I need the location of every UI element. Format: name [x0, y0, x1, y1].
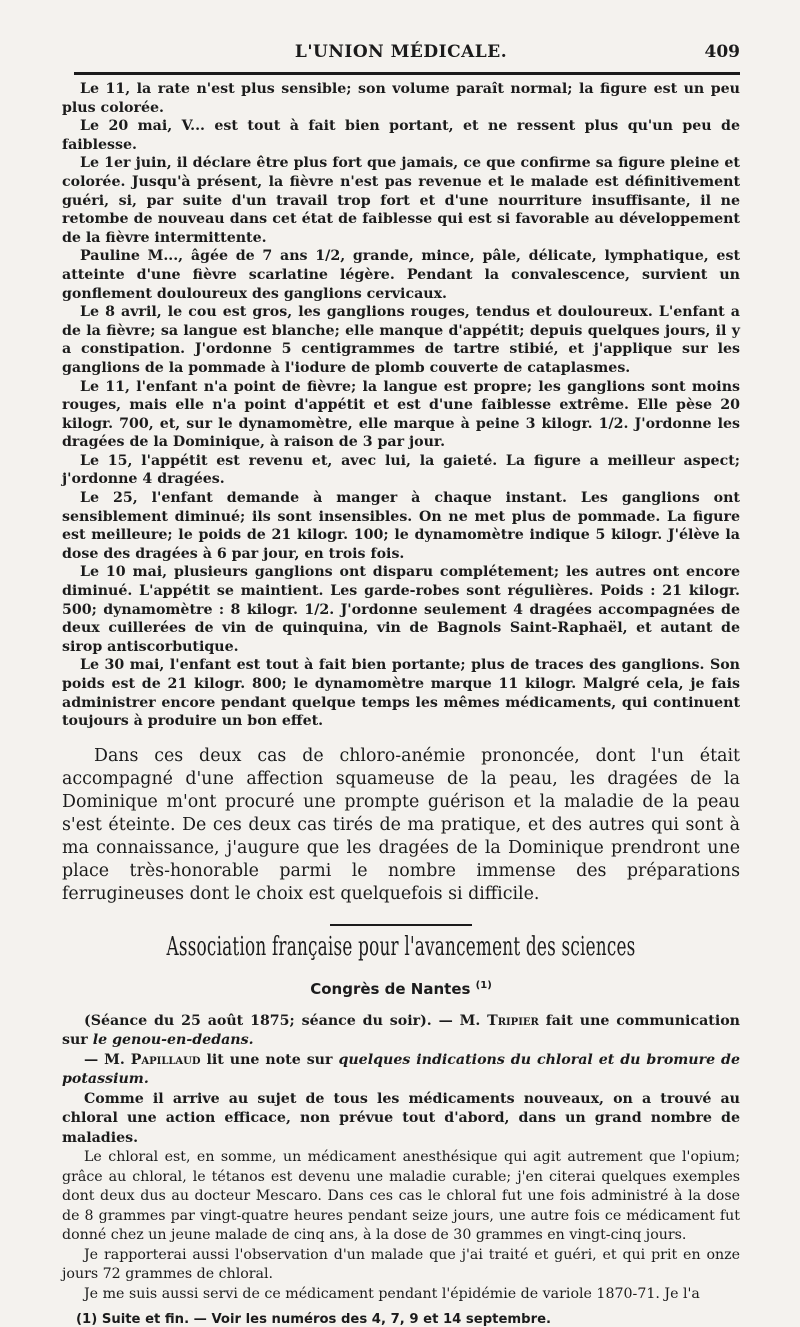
footnote-marker: (1) [475, 979, 492, 991]
speaker-name: Tripier [487, 1012, 539, 1029]
running-title: L'UNION MÉDICALE. [294, 42, 508, 62]
section-title: Association française pour l'avancement des sciences [166, 931, 636, 962]
topic-title: quelques indications du chloral et du bromure de potassium. [62, 1051, 741, 1088]
speaker-name: Papillaud [130, 1051, 201, 1068]
paragraph: Je me suis aussi servi de ce médicament pendant l'épidémie de variole 1870-71. Je l'a [84, 1285, 700, 1302]
paragraph: Le 11, l'enfant n'a point de fièvre; la langue est propre; les ganglions sont moins rouges, mais elle n'a point d'appétit et est d'une faiblesse extrême. Elle pèse 20 kilogr. 700, et, sur le dynamomètre, elle marque à peine 3 kilogr. 1/2. J'ordonne les dragées de la Dominique, à raison de 3 par jour. [62, 378, 740, 451]
paragraph: Je rapporterai aussi l'observation d'un malade que j'ai traité et guéri, et qui prit en onze jours 72 grammes de chloral. [62, 1246, 740, 1283]
topic-title: le genou-en-dedans. [92, 1032, 254, 1049]
session-text: fait une communication sur [62, 1012, 740, 1049]
section-subtitle [62, 980, 740, 998]
paragraph: Le 15, l'appétit est revenu et, avec lui, la gaieté. La figure a meilleur aspect; j'ordonne 4 dragées. [62, 452, 740, 488]
paragraph: Pauline M..., âgée de 7 ans 1/2, grande, mince, pâle, délicate, lymphatique, est atteinte d'une fièvre scarlatine légère. Pendant la convalescence, survient un gonflement douloureux des ganglions cervicaux. [62, 248, 740, 302]
paragraph [62, 1051, 740, 1090]
conclusion-paragraph: Dans ces deux cas de chloro-anémie prononcée, dont l'un était accompagné d'une affection squameuse de la peau, les dragées de la Dominique m'ont procuré une prompte guérison et la maladie de la peau s'est éteinte. De ces deux cas tirés de ma pratique, et des autres qui sont à ma connaissance, j'augure que les dragées de la Dominique prendront une place très-honorable parmi le nombre immense des préparations ferrugineuses dont le choix est quelquefois si difficile. [62, 745, 740, 904]
paragraph: Le chloral est, en somme, un médicament anesthésique qui agit autrement que l'opium; grâce au chloral, le tétanos est devenu une maladie curable; j'en citerai quelques exemples dont deux dus au docteur Mescaro. Dans ces cas le chloral fut une fois administré à la dose de 8 grammes par vingt-quatre heures pendant seize jours, une autre fois ce médicament fut donné chez un jeune malade de cinq ans, à la dose de 30 grammes en vingt-cinq jours. [62, 1149, 740, 1244]
paragraph: Le 25, l'enfant demande à manger à chaque instant. Les ganglions ont sensiblement diminué; ils sont insensibles. On ne met plus de pommade. La figure est meilleure; le poids de 21 kilogr. 100; le dynamomètre indique 5 kilogr. J'élève la dose des dragées à 6 par jour, en trois fois. [62, 490, 740, 562]
page-number: 409 [704, 42, 740, 62]
header-rule [74, 72, 740, 75]
subtitle-text: Congrès de Nantes [310, 979, 471, 998]
session-intro: (Séance du 25 août 1875; séance du soir). — M. [84, 1012, 481, 1029]
session-text: lit une note sur [206, 1051, 333, 1068]
section-divider [330, 924, 472, 926]
paragraph: Le 30 mai, l'enfant est tout à fait bien portante; plus de traces des ganglions. Son poids est de 21 kilogr. 800; le dynamomètre marque 11 kilogr. Malgré cela, je fais administrer encore pendant quelque temps les mêmes médicaments, qui continuent toujours à produire un bon effet. [62, 657, 740, 730]
session-report [62, 1012, 740, 1305]
session-intro: — M. [84, 1051, 125, 1068]
paragraph: Le 10 mai, plusieurs ganglions ont disparu complétement; les autres ont encore diminué. L'appétit se maintient. Les garde-robes sont régulières. Poids : 21 kilogr. 500; dynamomètre : 8 kilogr. 1/2. J'ordonne seulement 4 dragées accompagnées de deux cuillerées de vin de quinquina, vin de Bagnols Saint-Raphaël, et autant de sirop antiscorbutique. [62, 564, 740, 655]
paragraph: Le 8 avril, le cou est gros, les ganglions rouges, tendus et douloureux. L'enfant a de la fièvre; sa langue est blanche; elle manque d'appétit; depuis quelques jours, il y a constipation. J'ordonne 5 centigrammes de tartre stibié, et j'applique sur les ganglions de la pommade à l'iodure de plomb couverte de cataplasmes. [62, 304, 740, 376]
case-two [62, 247, 740, 730]
paragraph: Le 1er juin, il déclare être plus fort que jamais, ce que confirme sa figure pleine et colorée. Jusqu'à présent, la fièvre n'est pas revenue et le malade est définitivement guéri, si, par suite d'un travail trop fort et d'une nourriture insuffisante, il ne retombe de nouveau dans cet état de faiblesse qui est si favorable au développement de la fièvre intermittente. [62, 155, 740, 246]
paragraph: Le 11, la rate n'est plus sensible; son volume paraît normal; la figure est un peu plus colorée. [62, 81, 740, 116]
running-head [62, 0, 740, 66]
footnote: (1) Suite et fin. — Voir les numéros des 4, 7, 9 et 14 septembre. [76, 1312, 552, 1327]
case-one [62, 66, 740, 247]
paragraph [62, 1012, 740, 1051]
paragraph: Le 20 mai, V... est tout à fait bien portant, et ne ressent plus qu'un peu de faiblesse. [62, 118, 740, 153]
paragraph: Comme il arrive au sujet de tous les médicaments nouveaux, on a trouvé au chloral une action efficace, non prévue tout d'abord, dans un grand nombre de maladies. [62, 1090, 740, 1146]
